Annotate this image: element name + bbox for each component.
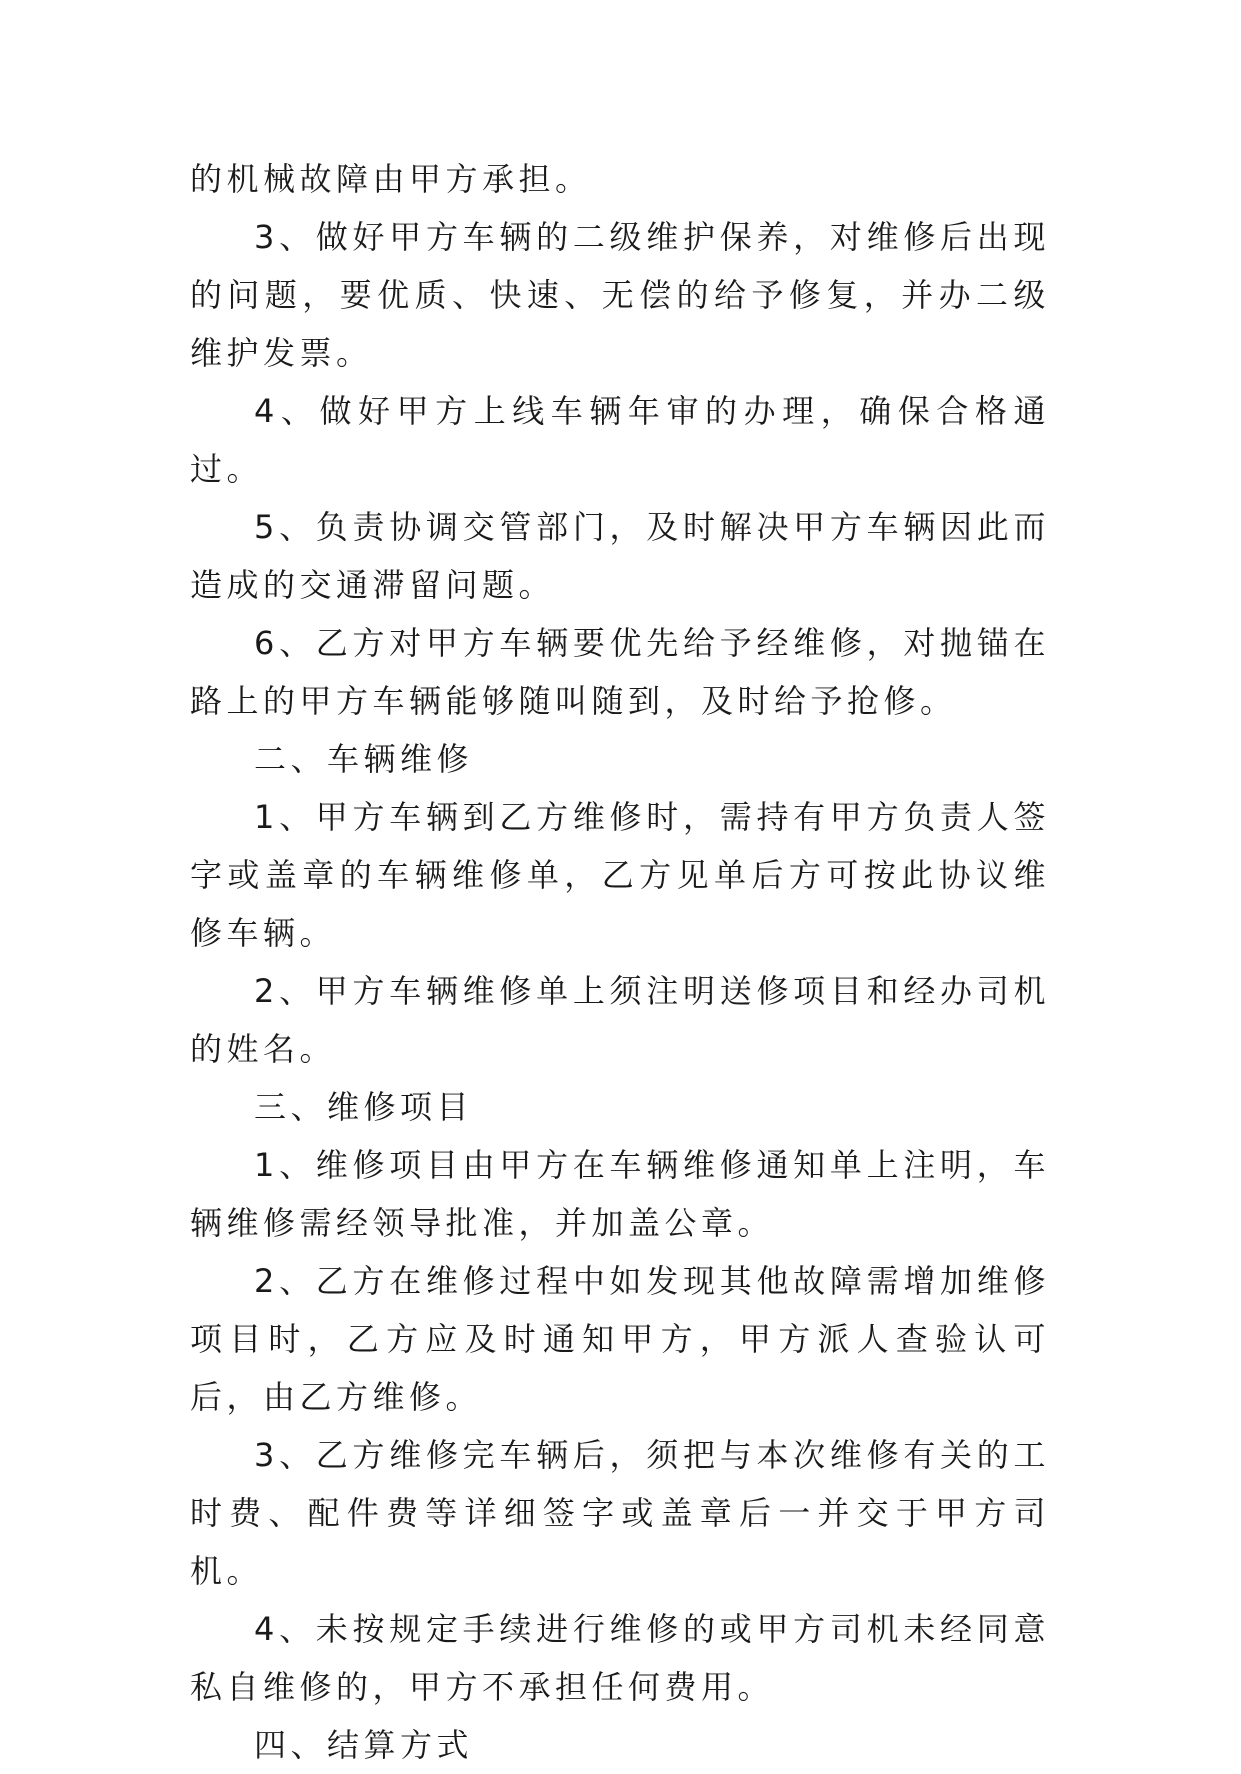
document-body (190, 150, 1050, 1774)
paragraph: 5、负责协调交管部门，及时解决甲方车辆因此而造成的交通滞留问题。 (190, 508, 1050, 604)
paragraph: 1、甲方车辆到乙方维修时，需持有甲方负责人签字或盖章的车辆维修单，乙方见单后方可按此协议维修车辆。 (190, 798, 1050, 952)
paragraph: 6、乙方对甲方车辆要优先给予经维修，对抛锚在路上的甲方车辆能够随叫随到，及时给予抢修。 (190, 624, 1050, 720)
paragraph: 2、乙方在维修过程中如发现其他故障需增加维修项目时，乙方应及时通知甲方，甲方派人查验认可后，由乙方维修。 (190, 1262, 1050, 1416)
paragraph: 1、维修项目由甲方在车辆维修通知单上注明，车辆维修需经领导批准，并加盖公章。 (190, 1146, 1050, 1242)
paragraph: 2、甲方车辆维修单上须注明送修项目和经办司机的姓名。 (190, 972, 1050, 1068)
paragraph: 4、做好甲方上线车辆年审的办理，确保合格通过。 (190, 392, 1050, 488)
paragraph: 3、做好甲方车辆的二级维护保养，对维修后出现的问题，要优质、快速、无偿的给予修复，并办二级维护发票。 (190, 218, 1050, 372)
section-heading: 二、车辆维修 (254, 740, 474, 778)
paragraph: 的机械故障由甲方承担。 (190, 160, 592, 198)
section-heading: 三、维修项目 (254, 1088, 474, 1126)
paragraph: 3、乙方维修完车辆后，须把与本次维修有关的工时费、配件费等详细签字或盖章后一并交于甲方司机。 (190, 1436, 1050, 1590)
paragraph: 4、未按规定手续进行维修的或甲方司机未经同意私自维修的，甲方不承担任何费用。 (190, 1610, 1050, 1706)
section-heading: 四、结算方式 (254, 1726, 474, 1764)
